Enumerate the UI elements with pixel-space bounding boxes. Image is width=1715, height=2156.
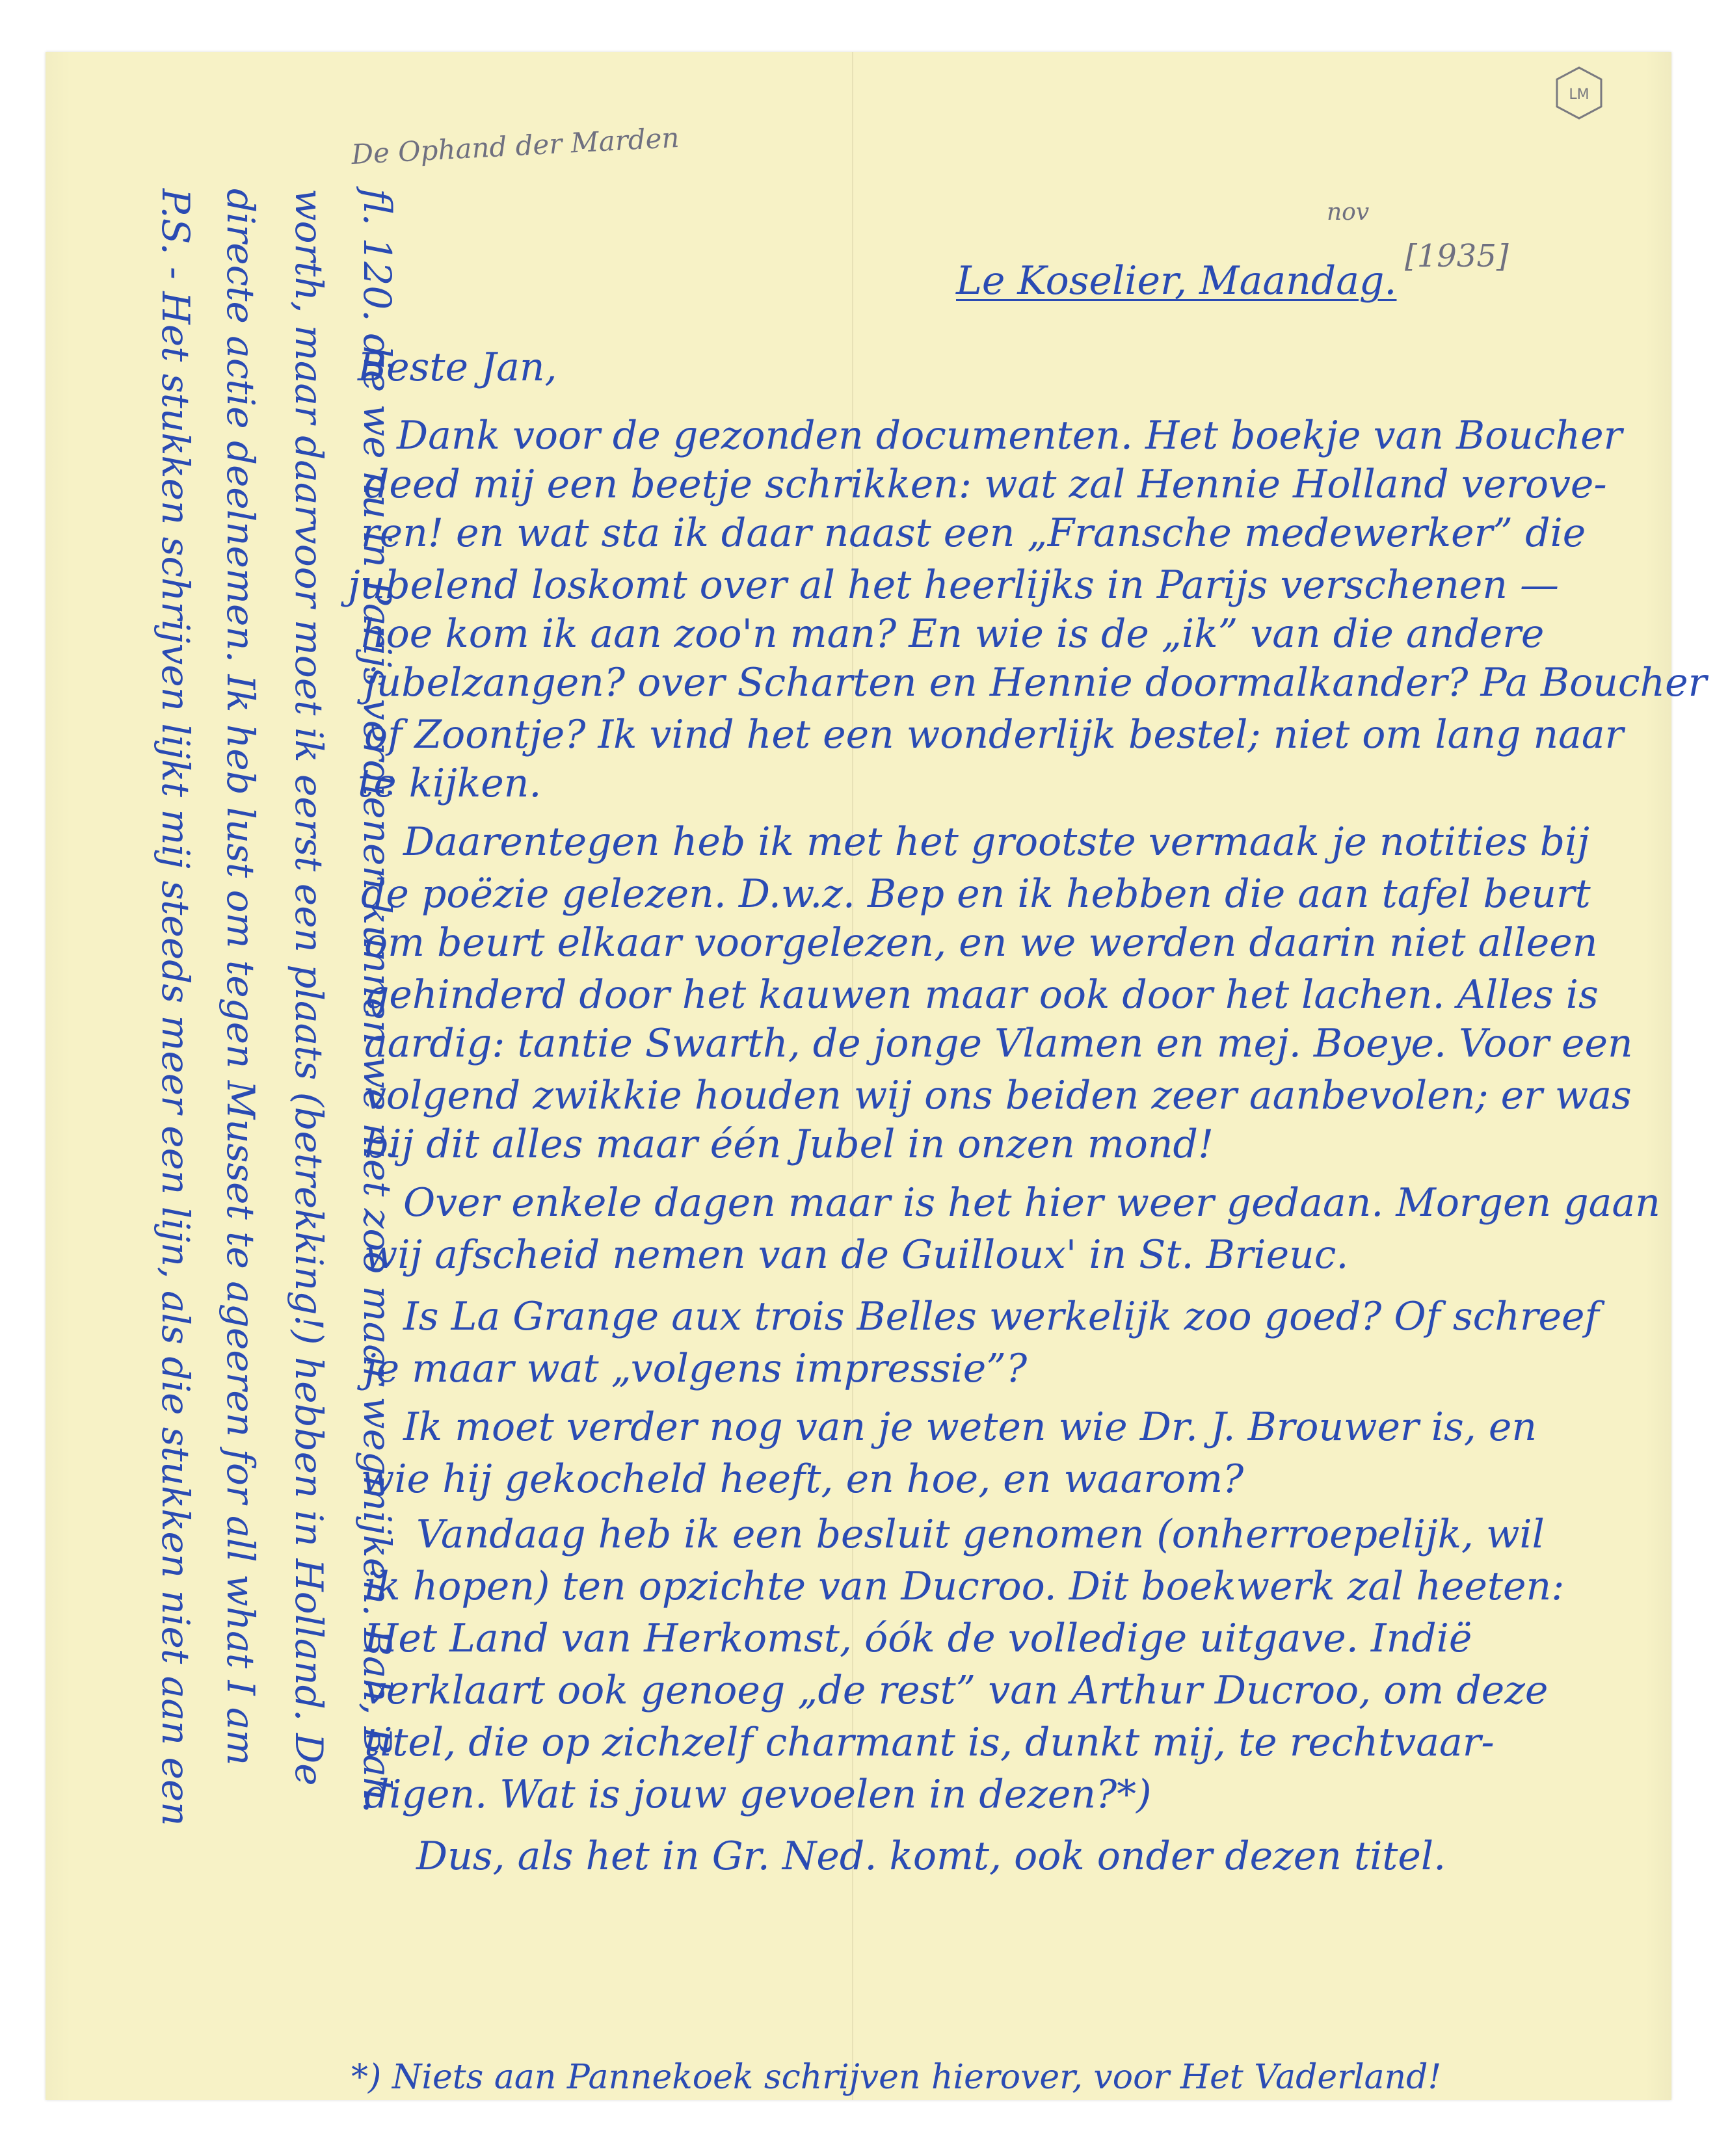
- letter-line: Dank voor de gezonden documenten. Het boekje van Boucher: [397, 413, 1623, 458]
- letter-line: Het Land van Herkomst, óók de volledige uitgave. Indië: [364, 1616, 1472, 1661]
- archive-stamp-icon: [1554, 65, 1604, 121]
- letter-line: Ik moet verder nog van je weten wie Dr. J. Brouwer is, en: [403, 1404, 1537, 1450]
- footnote: *) Niets aan Pannekoek schrijven hierover, voor Het Vaderland!: [351, 2058, 1442, 2097]
- letter-line: bij dit alles maar één Jubel in onzen mond!: [364, 1122, 1214, 1167]
- letter-line: om beurt elkaar voorgelezen, en we werden daarin niet alleen: [364, 920, 1598, 966]
- letter-line: Daarentegen heb ik met het grootste vermaak je notities bij: [403, 819, 1589, 865]
- letter-line: Dus, als het in Gr. Ned. komt, ook onder dezen titel.: [416, 1834, 1446, 1879]
- letter-line: wij afscheid nemen van de Guilloux' in St. Brieuc.: [364, 1232, 1349, 1278]
- letter-line: je maar wat „volgens impressie”?: [364, 1346, 1028, 1391]
- letter-line: ik hopen) ten opzichte van Ducroo. Dit boekwerk zal heeten:: [364, 1564, 1565, 1609]
- postscript-line: fl. 120. die we nu in Parijs verdienen kunnen we niet zoo maar wegmijken. Bah, Bah.: [355, 189, 399, 1813]
- letter-line: wie hij gekocheld heeft, en hoe, en waarom?: [361, 1456, 1244, 1502]
- letter-line: volgend zwikkie houden wij ons beiden zeer aanbevolen; er was: [364, 1073, 1632, 1118]
- letter-line: verklaart ook genoeg „de rest” van Arthur Ducroo, om deze: [364, 1668, 1549, 1713]
- letter-line: of Zoontje? Ik vind het een wonderlijk bestel; niet om lang naar: [364, 712, 1624, 757]
- salutation: Beste Jan,: [358, 345, 557, 390]
- letter-line: jubelend loskomt over al het heerlijks in Parijs verschenen —: [348, 562, 1560, 608]
- place-date: Le Koselier, Maandag.: [956, 258, 1397, 304]
- letter-line: hoe kom ik aan zoo'n man? En wie is de „ik” van die andere: [361, 611, 1545, 657]
- letter-line: gehinderd door het kauwen maar ook door het lachen. Alles is: [364, 972, 1599, 1018]
- letter-line: Over enkele dagen maar is het hier weer gedaan. Morgen gaan: [403, 1180, 1660, 1226]
- letter-line: aardig: tantie Swarth, de jonge Vlamen en mej. Boeye. Voor een: [364, 1021, 1633, 1066]
- letter-line: te kijken.: [358, 761, 542, 806]
- pencil-year: [1935]: [1405, 238, 1509, 274]
- letter-line: titel, die op zichzelf charmant is, dunkt mij, te rechtvaar-: [364, 1720, 1495, 1765]
- letter-line: de poëzie gelezen. D.w.z. Bep en ik hebben die aan tafel beurt: [361, 871, 1591, 917]
- postscript-line: P.S. - Het stukken schrijven lijkt mij steeds meer een lijn, als die stukken niet aan een: [153, 189, 198, 1826]
- svg-text:LM: LM: [1569, 86, 1589, 103]
- pencil-nov: nov: [1327, 199, 1370, 226]
- letter-line: Vandaag heb ik een besluit genomen (onherroepelijk, wil: [416, 1512, 1545, 1557]
- letter-line: jubelzangen? over Scharten en Hennie doormalkander? Pa Boucher: [364, 660, 1707, 705]
- letter-line: Is La Grange aux trois Belles werkelijk zoo goed? Of schreef: [403, 1294, 1599, 1339]
- letter-line: deed mij een beetje schrikken: wat zal Hennie Holland verove-: [364, 462, 1607, 507]
- pencil-top-note: De Ophand der Marden: [351, 121, 680, 171]
- postscript-line: directe actie deelnemen. Ik heb lust om tegen Musset te ageeren for all what I am: [219, 189, 263, 1766]
- postscript-line: worth, maar daarvoor moet ik eerst een plaats (betrekking!) hebben in Holland. De: [287, 189, 331, 1786]
- letter-line: digen. Wat is jouw gevoelen in dezen?*): [364, 1772, 1152, 1817]
- letter-line: ren! en wat sta ik daar naast een „Fransche medewerker” die: [361, 510, 1586, 556]
